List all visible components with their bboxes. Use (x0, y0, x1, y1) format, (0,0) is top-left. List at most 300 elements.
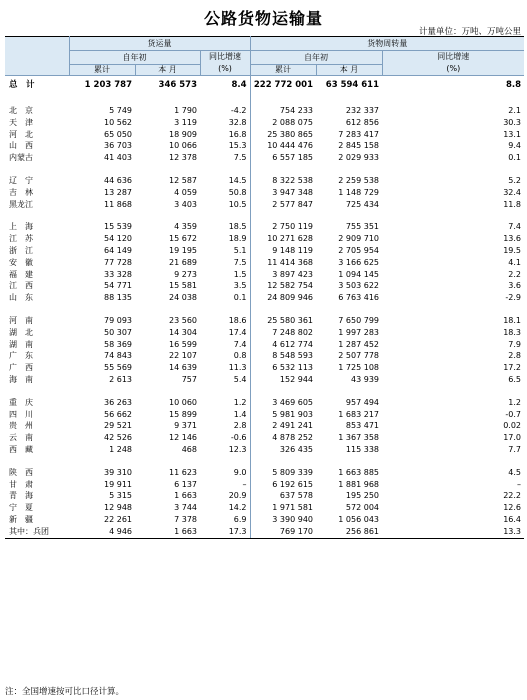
cell-volume-month: 22 107 (169, 351, 197, 361)
cell-turnover-yoy: 2.1 (508, 106, 522, 115)
cell-region: 山 西 (9, 141, 33, 151)
spacer-cell (200, 386, 250, 397)
spacer-cell (250, 94, 316, 105)
header-turnover-yoy-label: 同比增速 (437, 52, 470, 61)
freight-table (5, 36, 524, 539)
cell-turnover-month: 43 939 (351, 374, 380, 384)
header-region (5, 37, 69, 76)
spacer-cell (135, 304, 200, 315)
cell-region: 河 南 (9, 315, 33, 325)
cell-volume-month: 12 378 (169, 153, 197, 163)
cell-turnover-yoy: 18.1 (503, 315, 522, 325)
cell-volume-yoy: 15.3 (228, 141, 247, 151)
spacer-cell (200, 94, 250, 105)
spacer-cell (382, 210, 448, 221)
cell-turnover-cumulative: 25 380 865 (250, 129, 316, 141)
cell-volume-yoy: 18.5 (228, 222, 247, 232)
cell-region: 福 建 (9, 269, 33, 279)
cell-volume-cumulative: 29 521 (104, 421, 132, 431)
table-row (5, 269, 524, 281)
cell-turnover-month: 1 094 145 (338, 269, 380, 279)
spacer-cell (200, 456, 250, 467)
cell-volume-month: 1 663 (135, 526, 200, 538)
cell-turnover-month: 3 503 622 (338, 281, 380, 291)
spacer-cell (5, 386, 69, 397)
cell-turnover-cumulative: 152 944 (250, 374, 316, 386)
spacer-cell (250, 210, 316, 221)
cell-region: 吉 林 (9, 187, 33, 197)
table-row (5, 432, 524, 444)
cell-volume-month: 15 672 (169, 234, 197, 244)
table-row (5, 362, 524, 374)
footnote: 注：全国增速按可比口径计算。 (5, 687, 125, 697)
cell-volume-month: 3 119 (174, 117, 197, 127)
header-turnover-yoy-unit: (%) (446, 64, 461, 73)
cell-turnover-month: 115 338 (345, 444, 380, 454)
spacer-cell (69, 94, 135, 105)
cell-turnover-yoy: 3.6 (508, 281, 522, 291)
cell-region: 四 川 (9, 409, 33, 419)
cell-volume-month: 10 066 (169, 141, 197, 151)
cell-volume-month: 3 744 (174, 503, 197, 513)
spacer-cell (316, 94, 382, 105)
cell-region: 北 京 (9, 106, 33, 115)
spacer-row (5, 456, 524, 467)
cell-turnover-yoy: – (517, 479, 522, 489)
cell-turnover-yoy: 12.6 (503, 503, 522, 513)
cell-region: 重 庆 (9, 397, 33, 407)
cell-turnover-month: 1 663 885 (338, 467, 380, 477)
table-row (5, 467, 524, 479)
cell-turnover-cumulative: 5 809 339 (250, 467, 316, 479)
spacer-cell (5, 164, 69, 175)
cell-region: 广 东 (9, 351, 33, 361)
spacer-cell (200, 164, 250, 175)
cell-turnover-cumulative: 3 390 940 (250, 514, 316, 526)
cell-region: 宁 夏 (9, 503, 33, 513)
cell-volume-cumulative: 50 307 (104, 327, 132, 337)
cell-turnover-month: 2 507 778 (338, 351, 380, 361)
cell-volume-cumulative: 88 135 (104, 293, 132, 303)
cell-turnover-cumulative: 222 772 001 (250, 76, 316, 95)
cell-volume-cumulative: 4 946 (69, 526, 135, 538)
cell-turnover-month: 63 594 611 (325, 80, 380, 90)
spacer-cell (250, 386, 316, 397)
cell-volume-yoy: 10.5 (228, 199, 247, 209)
spacer-cell (382, 386, 448, 397)
cell-turnover-month: 1 367 358 (338, 433, 380, 443)
cell-volume-cumulative: 74 843 (104, 351, 132, 361)
cell-turnover-month: 1 056 043 (338, 514, 380, 524)
cell-turnover-month: 1 997 283 (338, 327, 380, 337)
cell-turnover-cumulative: 10 444 476 (250, 140, 316, 152)
spacer-row (5, 304, 524, 315)
spacer-row (5, 210, 524, 221)
cell-turnover-month: 957 494 (345, 397, 380, 407)
cell-volume-cumulative: 5 749 (109, 106, 132, 115)
cell-volume-yoy: 1.2 (233, 397, 247, 407)
cell-volume-cumulative: 39 310 (104, 467, 132, 477)
cell-region: 山 东 (9, 293, 33, 303)
cell-volume-yoy: 7.5 (233, 257, 247, 267)
cell-volume-yoy: 5.4 (233, 374, 247, 384)
cell-volume-cumulative: 1 203 787 (84, 80, 132, 90)
table-row (5, 292, 524, 304)
cell-region: 江 西 (9, 281, 33, 291)
spacer-cell (135, 164, 200, 175)
cell-volume-cumulative: 56 662 (104, 409, 132, 419)
cell-volume-cumulative: 10 562 (104, 117, 132, 127)
cell-turnover-cumulative: 6 192 615 (250, 479, 316, 491)
cell-turnover-yoy: 6.5 (508, 374, 522, 384)
table-row (5, 444, 524, 456)
cell-volume-yoy: 8.4 (231, 80, 247, 90)
spacer-cell (448, 210, 524, 221)
cell-volume-cumulative: 44 636 (104, 175, 132, 185)
table-row (5, 233, 524, 245)
header-turnover-yoy (382, 51, 524, 76)
cell-turnover-month: 2 909 710 (338, 234, 380, 244)
cell-volume-cumulative: 77 728 (104, 257, 132, 267)
table-row (5, 374, 524, 386)
cell-volume-cumulative: 15 539 (104, 222, 132, 232)
cell-volume-month: 19 195 (169, 245, 197, 255)
spacer-cell (135, 94, 200, 105)
cell-volume-yoy: 1.4 (233, 409, 247, 419)
cell-region: 辽 宁 (9, 175, 33, 185)
spacer-cell (69, 210, 135, 221)
spacer-cell (448, 304, 524, 315)
spacer-cell (250, 304, 316, 315)
table-row (5, 420, 524, 432)
cell-volume-month: 21 689 (169, 257, 197, 267)
spacer-cell (69, 304, 135, 315)
cell-turnover-cumulative: 9 148 119 (250, 245, 316, 257)
header-turnover-ytd: 自年初 (250, 51, 382, 65)
cell-region: 总 计 (9, 80, 35, 90)
cell-region: 青 海 (9, 491, 33, 501)
cell-turnover-yoy: 1.2 (508, 397, 522, 407)
cell-turnover-month: 1 725 108 (338, 363, 380, 373)
table-row (5, 152, 524, 164)
table-row (5, 327, 524, 339)
spacer-cell (316, 304, 382, 315)
cell-turnover-cumulative: 3 469 605 (250, 397, 316, 409)
spacer-cell (382, 304, 448, 315)
cell-volume-yoy: 17.3 (200, 526, 250, 538)
cell-volume-month: 18 909 (169, 129, 197, 139)
header-volume-yoy (200, 51, 250, 76)
header-volume-cumulative: 累计 (69, 65, 135, 76)
cell-volume-cumulative: 19 911 (104, 479, 132, 489)
spacer-row (5, 94, 524, 105)
header-volume-yoy-unit: (%) (218, 64, 232, 73)
cell-turnover-yoy: 13.6 (503, 234, 522, 244)
cell-turnover-yoy: 7.9 (508, 339, 522, 349)
spacer-cell (135, 210, 200, 221)
spacer-cell (5, 456, 69, 467)
cell-turnover-cumulative: 3 947 348 (250, 187, 316, 199)
cell-volume-yoy: 14.5 (228, 175, 247, 185)
table-row (5, 409, 524, 421)
cell-volume-cumulative: 79 093 (104, 315, 132, 325)
table-row (5, 514, 524, 526)
cell-volume-yoy: 9.0 (233, 467, 247, 477)
cell-turnover-yoy: 16.4 (503, 514, 522, 524)
cell-turnover-month: 572 004 (345, 503, 380, 513)
cell-region: 西 藏 (9, 444, 33, 454)
cell-turnover-month: 232 337 (345, 106, 380, 115)
cell-turnover-cumulative: 4 612 774 (250, 339, 316, 351)
cell-turnover-cumulative: 6 532 113 (250, 362, 316, 374)
cell-turnover-cumulative: 2 088 075 (250, 117, 316, 129)
cell-volume-month: 10 060 (169, 397, 197, 407)
spacer-cell (448, 94, 524, 105)
header-volume-month: 本 月 (135, 65, 200, 76)
cell-region: 湖 北 (9, 327, 33, 337)
table-row (5, 339, 524, 351)
cell-turnover-yoy: 17.0 (503, 433, 522, 443)
header-volume-yoy-label: 同比增速 (209, 52, 241, 61)
cell-volume-yoy: 1.5 (233, 269, 247, 279)
cell-turnover-cumulative: 2 491 241 (250, 420, 316, 432)
cell-turnover-cumulative: 12 582 754 (250, 280, 316, 292)
table-row (5, 257, 524, 269)
cell-volume-month: 1 790 (174, 106, 197, 115)
cell-volume-month: 14 304 (169, 327, 197, 337)
unit-note: 计量单位：万吨、万吨公里 (418, 27, 521, 37)
cell-volume-cumulative: 65 050 (104, 129, 132, 139)
cell-region: 内蒙古 (9, 153, 33, 163)
cell-volume-yoy: 7.4 (233, 339, 247, 349)
cell-volume-yoy: 0.8 (233, 351, 247, 361)
cell-volume-yoy: 2.8 (233, 421, 247, 431)
cell-turnover-yoy: 19.5 (503, 245, 522, 255)
table-row (5, 479, 524, 491)
cell-turnover-cumulative: 6 557 185 (250, 152, 316, 164)
cell-volume-yoy: 18.9 (228, 234, 247, 244)
cell-volume-cumulative: 13 287 (104, 187, 132, 197)
spacer-cell (448, 386, 524, 397)
cell-volume-cumulative: 36 263 (104, 397, 132, 407)
cell-turnover-yoy: 4.1 (508, 257, 522, 267)
cell-volume-yoy: 12.3 (228, 444, 247, 454)
cell-region: 上 海 (9, 222, 33, 232)
cell-volume-cumulative: 58 369 (104, 339, 132, 349)
spacer-row (5, 386, 524, 397)
table-row (5, 117, 524, 129)
cell-volume-month: 9 371 (174, 421, 197, 431)
table-row (5, 187, 524, 199)
cell-volume-month: 16 599 (169, 339, 197, 349)
cell-region: 湖 南 (9, 339, 33, 349)
cell-turnover-month: 2 845 158 (338, 141, 380, 151)
cell-turnover-cumulative: 8 548 593 (250, 350, 316, 362)
spacer-cell (200, 210, 250, 221)
table-row (5, 315, 524, 327)
cell-turnover-yoy: 2.8 (508, 351, 522, 361)
table-row (5, 140, 524, 152)
cell-volume-yoy: 6.9 (233, 514, 247, 524)
spacer-cell (316, 210, 382, 221)
cell-volume-month: 14 639 (169, 363, 197, 373)
spacer-cell (316, 386, 382, 397)
cell-turnover-month: 1 287 452 (338, 339, 380, 349)
cell-turnover-month: 2 259 538 (338, 175, 380, 185)
cell-turnover-cumulative: 326 435 (250, 444, 316, 456)
cell-volume-cumulative: 55 569 (104, 363, 132, 373)
cell-volume-cumulative: 5 315 (109, 491, 132, 501)
spacer-cell (382, 456, 448, 467)
cell-region: 陕 西 (9, 467, 33, 477)
table-row (5, 526, 524, 538)
spacer-cell (200, 304, 250, 315)
cell-volume-yoy: 3.5 (233, 281, 247, 291)
spacer-row (5, 164, 524, 175)
cell-volume-month: 1 663 (174, 491, 197, 501)
table-row (5, 129, 524, 141)
cell-turnover-cumulative: 1 971 581 (250, 502, 316, 514)
spacer-cell (69, 386, 135, 397)
cell-region: 云 南 (9, 433, 33, 443)
cell-volume-month: 15 899 (169, 409, 197, 419)
cell-turnover-month: 7 650 799 (338, 315, 380, 325)
cell-volume-month: 9 273 (174, 269, 197, 279)
header-turnover-cumulative: 累计 (250, 65, 316, 76)
cell-turnover-yoy: 11.8 (503, 199, 522, 209)
cell-volume-month: 23 560 (169, 315, 197, 325)
cell-volume-yoy: 5.1 (233, 245, 247, 255)
cell-turnover-yoy: 13.3 (382, 526, 524, 538)
cell-volume-cumulative: 36 703 (104, 141, 132, 151)
spacer-cell (135, 386, 200, 397)
spacer-cell (382, 94, 448, 105)
cell-turnover-cumulative: 25 580 361 (250, 315, 316, 327)
cell-turnover-month: 2 029 933 (338, 153, 380, 163)
cell-region: 海 南 (9, 374, 33, 384)
table-row (5, 502, 524, 514)
cell-volume-cumulative: 33 328 (104, 269, 132, 279)
spacer-cell (250, 164, 316, 175)
table-row-total (5, 76, 524, 95)
cell-region: 江 苏 (9, 234, 33, 244)
cell-volume-yoy: -0.6 (230, 433, 247, 443)
cell-turnover-month: 3 166 625 (338, 257, 380, 267)
cell-region: 贵 州 (9, 421, 33, 431)
spacer-cell (382, 164, 448, 175)
cell-turnover-month: 853 471 (345, 421, 380, 431)
header-turnover: 货物周转量 (250, 37, 524, 51)
cell-volume-month: 3 403 (174, 199, 197, 209)
cell-turnover-cumulative: 769 170 (250, 526, 316, 538)
cell-volume-cumulative: 2 613 (109, 374, 132, 384)
cell-volume-cumulative: 12 948 (104, 503, 132, 513)
cell-turnover-yoy: 0.02 (503, 421, 522, 431)
spacer-cell (69, 164, 135, 175)
cell-volume-yoy: 20.9 (228, 491, 247, 501)
spacer-cell (316, 456, 382, 467)
cell-volume-yoy: 11.3 (228, 363, 247, 373)
page-title: 公路货物运输量 (203, 9, 323, 28)
header-turnover-month: 本 月 (316, 65, 382, 76)
cell-volume-cumulative: 54 771 (104, 281, 132, 291)
cell-turnover-month: 1 683 217 (338, 409, 380, 419)
table-header (5, 37, 524, 76)
cell-turnover-yoy: 22.2 (503, 491, 522, 501)
cell-region: 黑龙江 (9, 199, 33, 209)
cell-turnover-yoy: 18.3 (503, 327, 522, 337)
spacer-cell (69, 456, 135, 467)
cell-volume-month: 15 581 (169, 281, 197, 291)
cell-turnover-month: 725 434 (345, 199, 380, 209)
cell-volume-month: 757 (181, 374, 197, 384)
cell-turnover-cumulative: 4 878 252 (250, 432, 316, 444)
cell-turnover-yoy: 7.7 (508, 444, 522, 454)
cell-volume-cumulative: 42 526 (104, 433, 132, 443)
cell-turnover-month: 256 861 (316, 526, 382, 538)
cell-volume-cumulative: 11 868 (104, 199, 132, 209)
cell-turnover-yoy: 5.2 (508, 175, 522, 185)
cell-turnover-month: 195 250 (345, 491, 380, 501)
cell-volume-cumulative: 22 261 (104, 514, 132, 524)
cell-turnover-yoy: 0.1 (508, 153, 522, 163)
cell-region: 浙 江 (9, 245, 33, 255)
cell-turnover-month: 6 763 416 (338, 293, 380, 303)
table-row (5, 105, 524, 117)
cell-volume-cumulative: 1 248 (109, 444, 132, 454)
cell-region: 新 疆 (9, 514, 33, 524)
cell-volume-month: 12 587 (169, 175, 197, 185)
cell-turnover-yoy: 8.8 (505, 80, 522, 90)
cell-turnover-month: 7 283 417 (338, 129, 380, 139)
table-row (5, 397, 524, 409)
cell-volume-yoy: – (242, 479, 247, 489)
spacer-cell (5, 94, 69, 105)
cell-region: 河 北 (9, 129, 33, 139)
cell-turnover-month: 612 856 (345, 117, 380, 127)
cell-volume-yoy: 14.2 (228, 503, 247, 513)
cell-region: 广 西 (9, 363, 33, 373)
table-row (5, 199, 524, 211)
cell-turnover-yoy: 32.4 (503, 187, 522, 197)
cell-volume-month: 12 146 (169, 433, 197, 443)
cell-turnover-month: 1 881 968 (338, 479, 380, 489)
cell-volume-yoy: 16.8 (228, 129, 247, 139)
cell-volume-month: 11 623 (169, 467, 197, 477)
table-row (5, 221, 524, 233)
cell-turnover-cumulative: 7 248 802 (250, 327, 316, 339)
cell-volume-yoy: 17.4 (228, 327, 247, 337)
cell-volume-yoy: 32.8 (228, 117, 247, 127)
cell-turnover-cumulative: 2 577 847 (250, 199, 316, 211)
cell-volume-month: 4 359 (174, 222, 197, 232)
cell-turnover-cumulative: 8 322 538 (250, 175, 316, 187)
cell-turnover-cumulative: 754 233 (250, 105, 316, 117)
cell-turnover-cumulative: 10 271 628 (250, 233, 316, 245)
spacer-cell (250, 456, 316, 467)
cell-volume-yoy: 50.8 (228, 187, 247, 197)
cell-turnover-yoy: -0.7 (505, 409, 522, 419)
cell-volume-yoy: 18.6 (228, 315, 247, 325)
cell-volume-month: 4 059 (174, 187, 197, 197)
spacer-cell (448, 164, 524, 175)
cell-turnover-yoy: 7.4 (508, 222, 522, 232)
cell-turnover-month: 2 705 954 (338, 245, 380, 255)
cell-turnover-yoy: 2.2 (508, 269, 522, 279)
spacer-cell (135, 456, 200, 467)
cell-turnover-yoy: 9.4 (508, 141, 522, 151)
cell-volume-yoy: 0.1 (233, 293, 247, 303)
